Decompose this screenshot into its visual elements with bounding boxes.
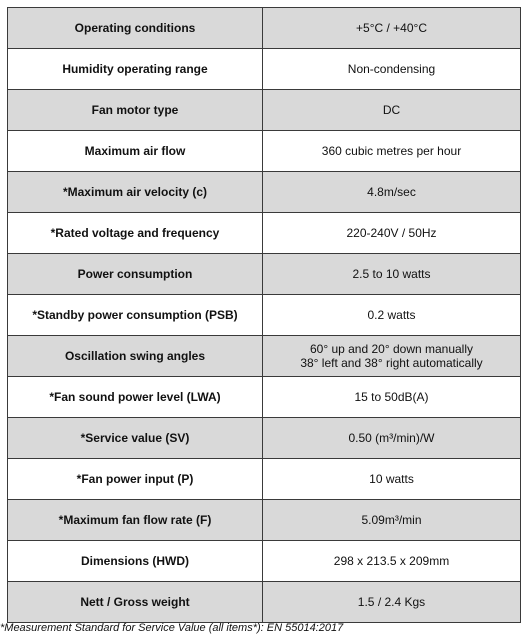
table-row (8, 131, 521, 172)
row-label: *Service value (SV) (8, 418, 263, 459)
table-row (8, 254, 521, 295)
row-value: 298 x 213.5 x 209mm (263, 541, 521, 582)
table-row (8, 213, 521, 254)
row-label: Nett / Gross weight (8, 582, 263, 623)
table-row (8, 49, 521, 90)
row-value: 0.50 (m³/min)/W (263, 418, 521, 459)
row-value-line: 38° left and 38° right automatically (300, 356, 483, 370)
row-value: 5.09m³/min (263, 500, 521, 541)
table-row (8, 459, 521, 500)
table-row (8, 541, 521, 582)
row-value: 15 to 50dB(A) (263, 377, 521, 418)
footnote: *Measurement Standard for Service Value (all items*): EN 55014:2017 (0, 622, 344, 634)
row-label: Dimensions (HWD) (8, 541, 263, 582)
table-row (8, 582, 521, 623)
row-label: *Fan sound power level (LWA) (8, 377, 263, 418)
row-value: DC (263, 90, 521, 131)
spec-table (7, 7, 521, 623)
table-row (8, 377, 521, 418)
row-label: Power consumption (8, 254, 263, 295)
row-label: Humidity operating range (8, 49, 263, 90)
row-value-line: 60° up and 20° down manually (309, 342, 474, 356)
row-label: *Fan power input (P) (8, 459, 263, 500)
row-value: 0.2 watts (263, 295, 521, 336)
row-label: Maximum air flow (8, 131, 263, 172)
table-row (8, 418, 521, 459)
row-value: +5°C / +40°C (263, 8, 521, 49)
table-row (8, 500, 521, 541)
row-label: Operating conditions (8, 8, 263, 49)
table-row (8, 8, 521, 49)
row-value (263, 336, 521, 377)
row-label: *Maximum fan flow rate (F) (8, 500, 263, 541)
row-value: 2.5 to 10 watts (263, 254, 521, 295)
table-row (8, 90, 521, 131)
table-row (8, 295, 521, 336)
row-value: 10 watts (263, 459, 521, 500)
row-label: Oscillation swing angles (8, 336, 263, 377)
row-value: 220-240V / 50Hz (263, 213, 521, 254)
table-row (8, 172, 521, 213)
row-label: Fan motor type (8, 90, 263, 131)
row-value: 4.8m/sec (263, 172, 521, 213)
row-label: *Rated voltage and frequency (8, 213, 263, 254)
row-value: Non-condensing (263, 49, 521, 90)
row-value: 1.5 / 2.4 Kgs (263, 582, 521, 623)
row-value: 360 cubic metres per hour (263, 131, 521, 172)
row-label: *Standby power consumption (PSB) (8, 295, 263, 336)
table-row (8, 336, 521, 377)
row-label: *Maximum air velocity (c) (8, 172, 263, 213)
